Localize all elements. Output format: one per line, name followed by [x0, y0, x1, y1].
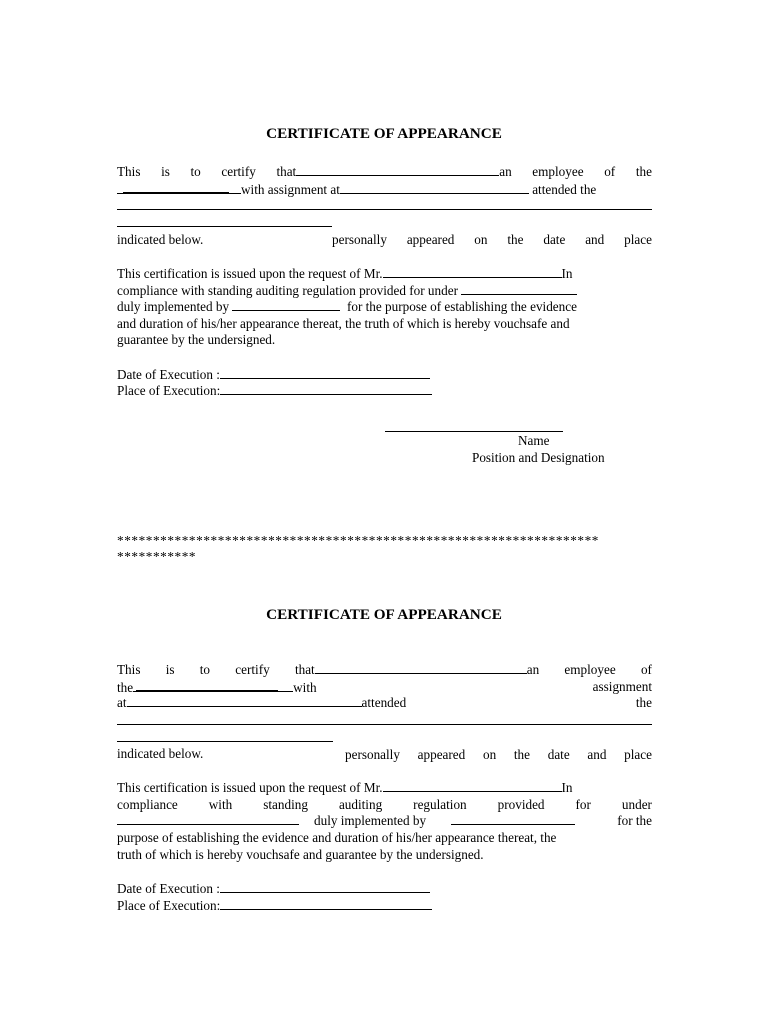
cert1-paragraph2-line2	[117, 282, 652, 299]
blank-underline	[278, 679, 293, 692]
request-text: This certification is issued upon the request of Mr.	[117, 266, 383, 281]
in-text: In	[561, 780, 573, 795]
date-of-execution-blank[interactable]	[220, 366, 430, 379]
cert1-paragraph1-line2	[117, 180, 652, 197]
cert2-paragraph2-line3	[117, 812, 652, 829]
cert1-paragraph1-line3	[117, 197, 652, 214]
word-with-blank: that an	[276, 164, 512, 179]
request-text: This certification is issued upon the request of Mr.	[117, 780, 383, 795]
assignment-blank[interactable]	[340, 181, 529, 194]
date-of-execution-label: Date of Execution :	[117, 881, 220, 896]
cert2-paragraph1-line2: the with assignment	[117, 679, 652, 695]
employee-name-blank[interactable]	[296, 163, 499, 176]
cert2-paragraph2-line1	[117, 779, 652, 796]
event-continued-blank[interactable]	[117, 214, 332, 227]
cert2-paragraph1-line3: at attended the	[117, 695, 652, 710]
word-with-blank: that an	[294, 662, 540, 677]
regulation-blank[interactable]	[461, 282, 577, 295]
requester-blank[interactable]	[383, 265, 562, 278]
signature-line[interactable]	[385, 418, 563, 432]
separator-line-1: *******************************************************************	[117, 533, 599, 548]
employee-name-blank[interactable]	[315, 661, 527, 674]
cert1-paragraph2-line4: and duration of his/her appearance thereat, the truth of which is hereby vouchsafe and	[117, 316, 570, 331]
word: the	[635, 164, 652, 179]
signatory-position-label: Position and Designation	[472, 450, 605, 465]
duly-implemented-text: duly implemented by	[117, 299, 230, 314]
cert2-paragraph1-line6: indicated below.	[117, 746, 204, 761]
word: of	[604, 164, 616, 179]
cert2-date-of-execution	[117, 880, 652, 897]
implementer-blank[interactable]	[232, 298, 340, 311]
line-words: personally appeared on the date and place	[345, 747, 652, 762]
cert2-paragraph1-line1: This is to certify that an employee of	[117, 662, 652, 677]
requester-blank[interactable]	[383, 779, 562, 792]
assignment-blank[interactable]	[127, 694, 362, 707]
compliance-text: compliance with standing auditing regulation provided for under	[117, 283, 458, 298]
word: certify	[221, 164, 256, 179]
event-blank[interactable]	[117, 712, 652, 725]
regulation-blank[interactable]	[117, 812, 299, 825]
duly-implemented-text: duly implemented by	[314, 813, 427, 828]
purpose-text: for the purpose of establishing the evidence	[346, 299, 577, 314]
cert1-place-of-execution	[117, 382, 652, 399]
event-blank[interactable]	[117, 197, 652, 210]
blank-underline	[229, 181, 241, 194]
certificate-2-title: CERTIFICATE OF APPEARANCE	[266, 606, 502, 623]
certificate-1-title: CERTIFICATE OF APPEARANCE	[266, 125, 502, 142]
agency-blank[interactable]	[136, 678, 278, 692]
word: is	[161, 164, 170, 179]
cert1-date-of-execution	[117, 366, 652, 383]
cert1-paragraph2-line5: guarantee by the undersigned.	[117, 332, 276, 347]
signatory-name-label: Name	[518, 433, 550, 448]
cert1-paragraph1-line5: indicated below.	[117, 232, 204, 247]
date-of-execution-label: Date of Execution :	[117, 367, 220, 382]
cert2-place-of-execution	[117, 897, 652, 914]
place-of-execution-label: Place of Execution:	[117, 898, 221, 913]
cert2-paragraph1-line4	[117, 712, 652, 729]
word: to	[190, 164, 201, 179]
cert2-paragraph2-line5: truth of which is hereby vouchsafe and guarantee by the undersigned.	[117, 847, 484, 862]
word: This	[117, 164, 141, 179]
for-the-text: for the	[617, 813, 652, 828]
cert1-paragraph1-line1	[117, 163, 652, 180]
implementer-blank[interactable]	[451, 812, 575, 825]
cert1-paragraph2-line3	[117, 298, 652, 315]
place-of-execution-blank[interactable]	[220, 897, 432, 910]
agency-blank[interactable]	[123, 180, 229, 194]
attended-the-text: attended the	[532, 182, 597, 197]
separator-line-2: ***********	[117, 549, 197, 564]
cert2-paragraph2-line2: compliance with standing auditing regulation provided for under	[117, 797, 652, 812]
cert2-paragraph2-line4: purpose of establishing the evidence and duration of his/her appearance thereat, the	[117, 830, 557, 845]
place-of-execution-label: Place of Execution:	[117, 383, 221, 398]
cert1-paragraph2-line1	[117, 265, 652, 282]
in-text: In	[561, 266, 573, 281]
word: employee	[532, 164, 584, 179]
with-assignment-at-text: with assignment at	[241, 182, 340, 197]
event-continued-blank[interactable]	[117, 729, 333, 742]
date-of-execution-blank[interactable]	[220, 880, 430, 893]
place-of-execution-blank[interactable]	[220, 382, 432, 395]
line-words: personally appeared on the date and place	[332, 232, 652, 247]
